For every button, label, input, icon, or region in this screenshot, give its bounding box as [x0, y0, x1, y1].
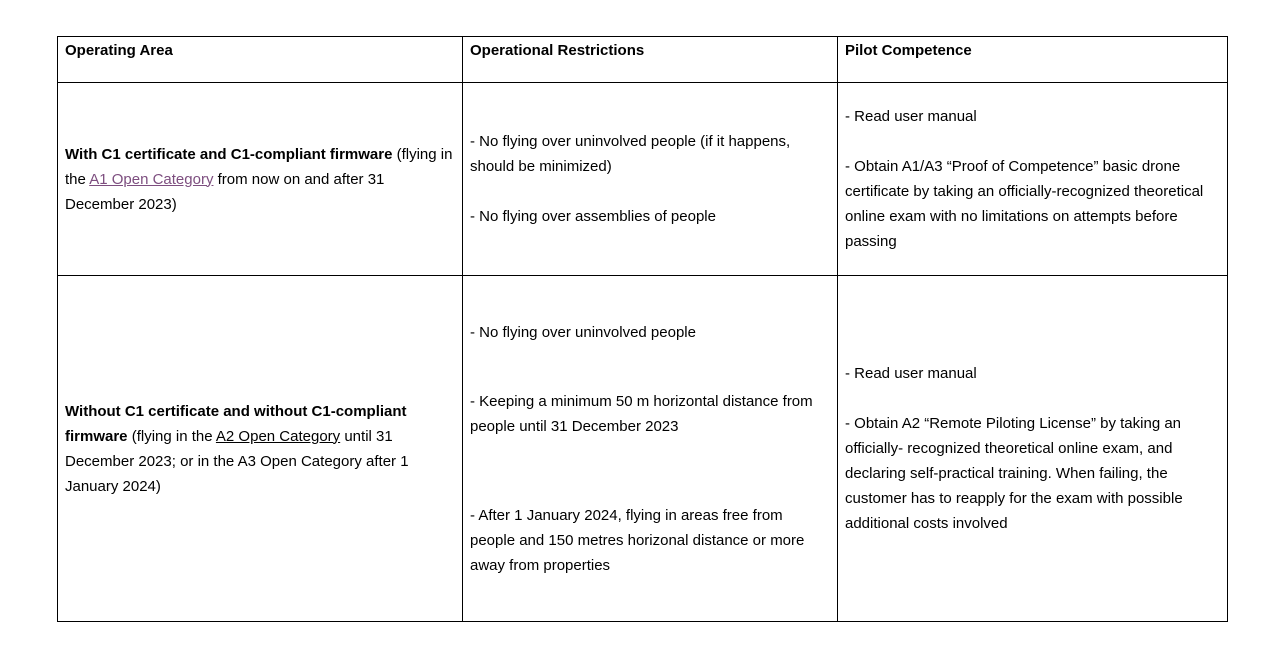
header-pilot-competence: Pilot Competence: [838, 37, 1228, 83]
competence-item: - Read user manual: [845, 108, 977, 125]
a2-open-category-link[interactable]: A2 Open Category: [215, 427, 341, 445]
restriction-item: - No flying over assemblies of people: [470, 208, 716, 225]
area-title: With C1 certificate and C1-compliant firmware: [65, 145, 393, 163]
header-operating-area: Operating Area: [58, 37, 463, 83]
restrictions-cell: [463, 83, 838, 276]
area-text: (flying in the: [127, 427, 216, 445]
competence-cell: [838, 83, 1228, 276]
area-text: until 31 December 2023; or in the A3 Open Category after 1 January 2024): [65, 427, 409, 495]
header-row: [58, 37, 1228, 83]
area-text: (flying in the: [65, 145, 453, 188]
drone-category-table: [57, 36, 1228, 622]
competence-cell: [838, 276, 1228, 622]
area-title: Without C1 certificate and without C1-compliant firmware: [65, 402, 407, 445]
restriction-item: - No flying over uninvolved people (if it happens, should be minimized): [470, 133, 791, 175]
operating-area-cell: [58, 276, 463, 622]
header-operational-restrictions: Operational Restrictions: [463, 37, 838, 83]
competence-item: - Read user manual: [845, 365, 977, 382]
area-text: from now on and after 31 December 2023): [65, 170, 385, 213]
restriction-item: - After 1 January 2024, flying in areas free from people and 150 metres horizonal distance or more away from properties: [470, 506, 805, 574]
competence-item: - Obtain A1/A3 “Proof of Competence” basic drone certificate by taking an officially-recognized theoretical online exam with no limitations on attempts before passing: [845, 158, 1204, 250]
table-row: [58, 276, 1228, 622]
competence-item: - Obtain A2 “Remote Piloting License” by taking an officially- recognized theoretical online exam, and declaring self-practical training. When failing, the customer has to reapply for the exam with possible additional costs involved: [845, 415, 1183, 532]
a1-open-category-link[interactable]: A1 Open Category: [89, 170, 214, 188]
operating-area-cell: [58, 83, 463, 276]
restrictions-cell: [463, 276, 838, 622]
restriction-item: - Keeping a minimum 50 m horizontal distance from people until 31 December 2023: [470, 392, 813, 435]
table-row: [58, 83, 1228, 276]
restriction-item: - No flying over uninvolved people: [470, 323, 696, 341]
